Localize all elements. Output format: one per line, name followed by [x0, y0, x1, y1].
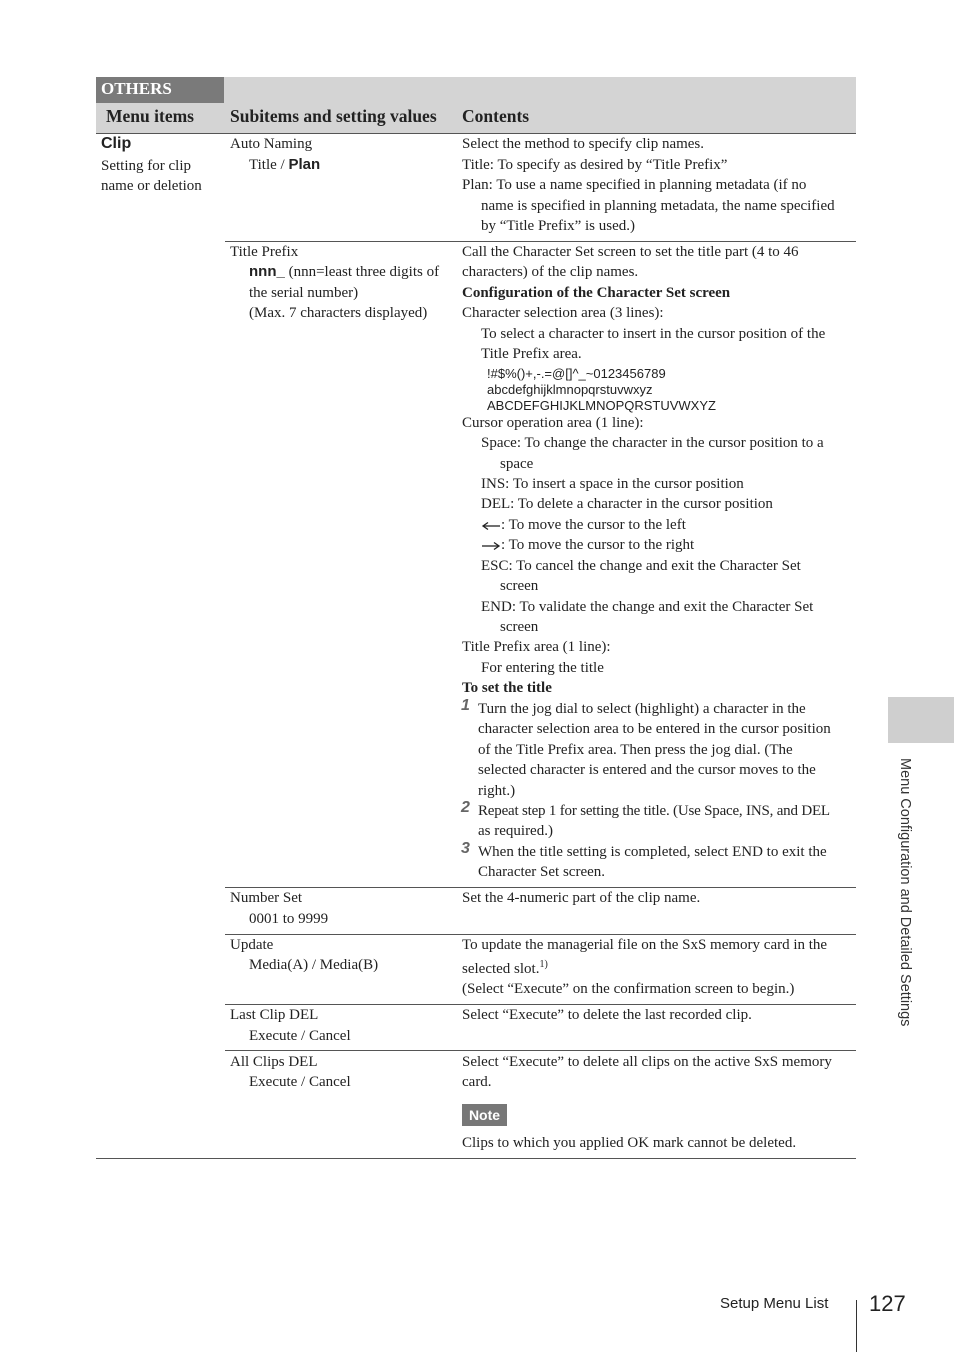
content-line: by “Title Prefix” is used.)	[481, 218, 636, 234]
subitem-update: Update	[230, 937, 274, 953]
page-number: 127	[869, 1291, 906, 1316]
content-heading: Configuration of the Character Set screen	[462, 285, 731, 301]
section-label: OTHERS	[96, 77, 224, 103]
content-line: ESC: To cancel the change and exit the Character Set	[481, 558, 801, 574]
subitem-title-prefix: Title Prefix	[230, 244, 299, 260]
content-line: screen	[500, 619, 539, 635]
subitem-all-clips-del: All Clips DEL	[230, 1054, 318, 1070]
subitem-title-prefix-note: the serial number)	[249, 285, 359, 301]
subitem-number-set: Number Set	[230, 890, 303, 906]
content-line: selected slot.$^{1)}$	[462, 959, 548, 977]
content-line: Cursor operation area (1 line):	[462, 415, 644, 431]
table-bottom-rule	[96, 1158, 856, 1159]
content-line: Character selection area (3 lines):	[462, 305, 664, 321]
side-tab	[888, 697, 954, 743]
charset-line-upper: ABCDEFGHIJKLMNOPQRSTUVWXYZ	[487, 398, 716, 413]
content-line: Plan: To use a name specified in planning metadata (if no	[462, 177, 807, 193]
content-line: screen	[500, 578, 539, 594]
content-line: Title Prefix area (1 line):	[462, 639, 611, 655]
menu-item-desc-2: name or deletion	[101, 178, 202, 194]
arrow-left-icon	[481, 521, 501, 531]
side-tab-label: Menu Configuration and Detailed Settings	[897, 758, 913, 1027]
subitem-last-clip-del-value: Execute / Cancel	[249, 1028, 351, 1044]
content-line: Select “Execute” to delete all clips on the active SxS memory	[462, 1054, 832, 1070]
content-heading: To set the title	[462, 680, 552, 696]
step-text: character selection area to be entered in the cursor position	[478, 721, 831, 737]
step-text: selected character is entered and the cursor moves to the	[478, 762, 816, 778]
content-line: : To move the cursor to the right	[481, 535, 694, 556]
content-line: characters) of the clip names.	[462, 264, 639, 280]
content-line: Set the 4-numeric part of the clip name.	[462, 890, 701, 906]
content-line: name is specified in planning metadata, the name specified	[481, 198, 835, 214]
step-text: Repeat step 1 for setting the title. (Use Space, INS, and DEL	[478, 803, 830, 819]
content-line: Space: To change the character in the cursor position to a	[481, 435, 824, 451]
content-line: For entering the title	[481, 660, 604, 676]
step-text: Turn the jog dial to select (highlight) a character in the	[478, 701, 806, 717]
content-line: Call the Character Set screen to set the title part (4 to 46	[462, 244, 799, 260]
content-line: Select the method to specify clip names.	[462, 136, 705, 152]
note-badge: Note	[462, 1104, 507, 1126]
step-text: of the Title Prefix area. Then press the jog dial. (The	[478, 742, 793, 758]
subitem-last-clip-del: Last Clip DEL	[230, 1007, 319, 1023]
step-number: 3	[461, 840, 470, 857]
content-line: To update the managerial file on the SxS memory card in the	[462, 937, 828, 953]
subitem-number-set-value: 0001 to 9999	[249, 911, 329, 927]
content-line: To select a character to insert in the cursor position of the	[481, 326, 826, 342]
menu-item-desc-1: Setting for clip	[101, 158, 191, 174]
step-text: right.)	[478, 783, 516, 799]
column-header-subitems: Subitems and setting values	[230, 106, 437, 126]
charset-line-symbols: !#$%()+,-.=@[]^_~0123456789	[487, 366, 666, 381]
content-line: space	[500, 456, 534, 472]
subitem-title-prefix-note: (Max. 7 characters displayed)	[249, 305, 428, 321]
column-header-menu-items: Menu items	[106, 106, 194, 126]
subitem-auto-naming-values: Title / Plan	[249, 156, 321, 173]
content-line: INS: To insert a space in the cursor position	[481, 476, 744, 492]
subitem-title-prefix-value: nnn_ (nnn=least three digits of	[249, 263, 440, 280]
arrow-right-icon	[481, 541, 501, 551]
content-line: DEL: To delete a character in the cursor position	[481, 496, 773, 512]
subitem-all-clips-del-value: Execute / Cancel	[249, 1074, 351, 1090]
step-number: 2	[461, 799, 470, 816]
step-text: When the title setting is completed, select END to exit the	[478, 844, 827, 860]
footer-section-label: Setup Menu List	[720, 1295, 829, 1312]
charset-line-lower: abcdefghijklmnopqrstuvwxyz	[487, 382, 653, 397]
content-line: (Select “Execute” on the confirmation screen to begin.)	[462, 981, 795, 997]
step-text: as required.)	[478, 823, 553, 839]
footnote-ref: 1)	[539, 959, 548, 970]
column-header-contents: Contents	[462, 106, 530, 126]
menu-item-clip: Clip	[101, 135, 132, 152]
step-number: 1	[461, 697, 470, 714]
subitem-update-value: Media(A) / Media(B)	[249, 957, 379, 973]
content-line: : To move the cursor to the left	[481, 515, 686, 536]
content-line: Title Prefix area.	[481, 346, 582, 362]
footer-divider	[856, 1300, 857, 1352]
content-line: END: To validate the change and exit the Character Set	[481, 599, 814, 615]
content-line: card.	[462, 1074, 492, 1090]
row-divider	[225, 1050, 856, 1051]
subitem-auto-naming: Auto Naming	[230, 136, 313, 152]
content-line: Select “Execute” to delete the last recorded clip.	[462, 1007, 752, 1023]
step-text: Character Set screen.	[478, 864, 606, 880]
note-text: Clips to which you applied OK mark cannot be deleted.	[462, 1135, 797, 1151]
content-line: Title: To specify as desired by “Title Prefix”	[462, 157, 728, 173]
